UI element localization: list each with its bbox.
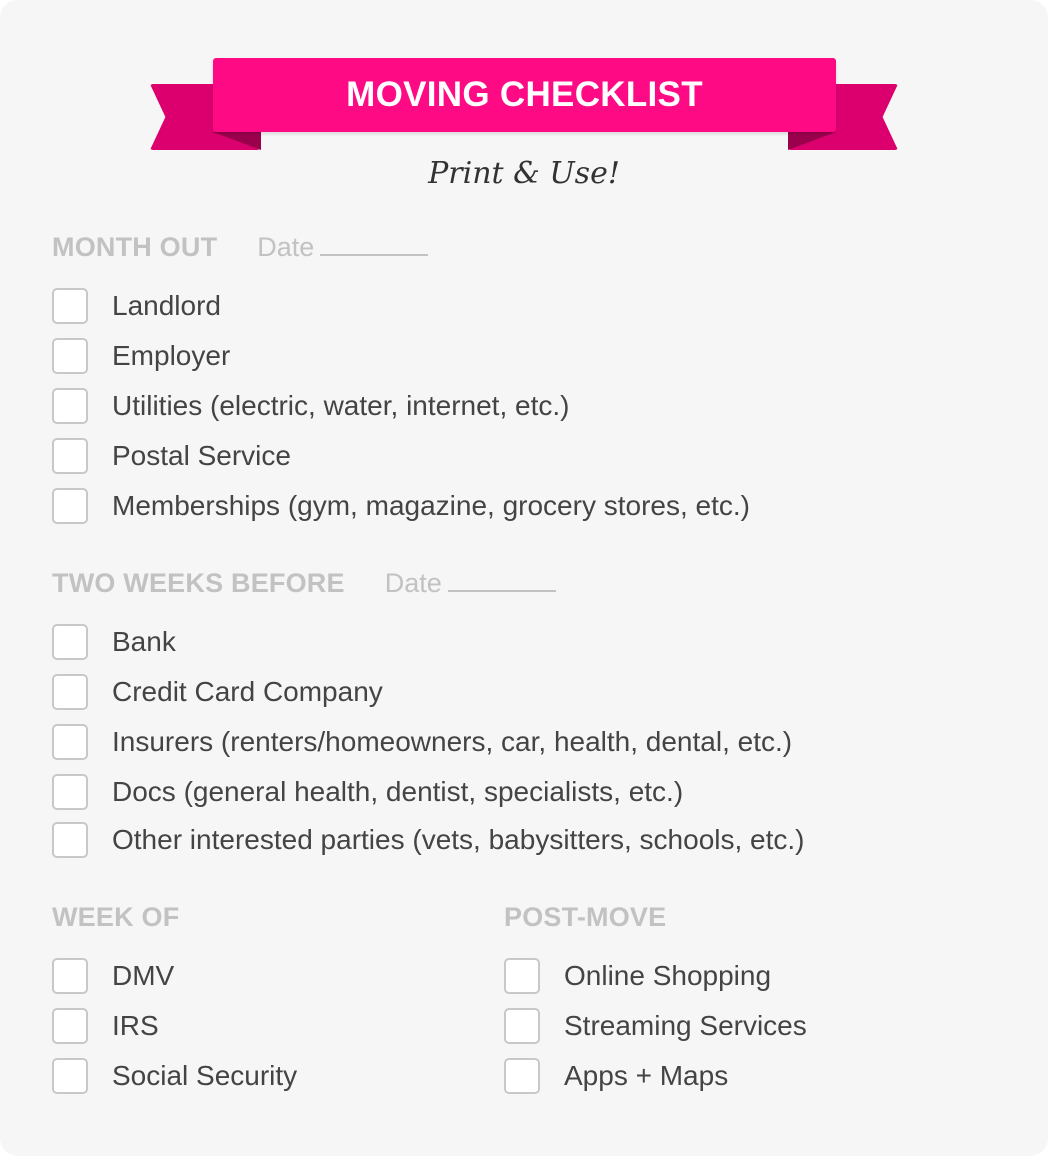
checkbox[interactable]	[52, 822, 88, 858]
section-header-post-move	[504, 902, 666, 933]
checklist-item-label: DMV	[112, 960, 175, 991]
checklist-item-label: Memberships (gym, magazine, grocery stores, etc.)	[112, 490, 750, 521]
checkbox[interactable]	[52, 624, 88, 660]
checklist-item[interactable]	[52, 772, 683, 812]
section-header-week-of	[52, 902, 179, 933]
checkbox[interactable]	[52, 1008, 88, 1044]
checkbox[interactable]	[504, 958, 540, 994]
date-label: Date	[257, 232, 315, 262]
checklist-item[interactable]	[52, 386, 569, 426]
section-header-two-weeks	[52, 568, 556, 599]
checkbox[interactable]	[52, 388, 88, 424]
checklist-item[interactable]	[504, 1006, 807, 1046]
checklist-item[interactable]	[52, 672, 383, 712]
checkbox[interactable]	[52, 958, 88, 994]
checklist-item-label: Bank	[112, 626, 176, 657]
date-line[interactable]	[448, 589, 556, 592]
checklist-item-label: Social Security	[112, 1060, 298, 1091]
checklist-item-label: Credit Card Company	[112, 676, 383, 707]
checklist-item-label: Docs (general health, dentist, specialists, etc.)	[112, 776, 684, 807]
checklist-item[interactable]	[52, 820, 805, 860]
checkbox[interactable]	[52, 674, 88, 710]
checkbox[interactable]	[52, 1058, 88, 1094]
checklist-item-label: Landlord	[112, 290, 221, 321]
section-title-month-out: MONTH OUT	[52, 232, 218, 262]
checklist-item-label: Utilities (electric, water, internet, etc.)	[112, 390, 570, 421]
checklist-item[interactable]	[52, 956, 174, 996]
page-title: MOVING CHECKLIST	[346, 75, 703, 114]
checklist-item-label: Online Shopping	[564, 960, 772, 991]
checklist-item[interactable]	[504, 1056, 728, 1096]
checklist-item-label: Other interested parties (vets, babysitters, schools, etc.)	[112, 824, 805, 855]
checkbox[interactable]	[52, 488, 88, 524]
checklist-item[interactable]	[504, 956, 771, 996]
title-banner	[213, 58, 836, 132]
checklist-item[interactable]	[52, 1006, 159, 1046]
checklist-item[interactable]	[52, 436, 291, 476]
checklist-item[interactable]	[52, 286, 221, 326]
checklist-item[interactable]	[52, 622, 176, 662]
section-title-post-move: POST-MOVE	[504, 902, 667, 932]
checklist-item-label: IRS	[112, 1010, 159, 1041]
checkbox[interactable]	[52, 288, 88, 324]
checkbox[interactable]	[52, 338, 88, 374]
checklist-item[interactable]	[52, 486, 750, 526]
section-title-two-weeks: TWO WEEKS BEFORE	[52, 568, 345, 598]
checklist-item[interactable]	[52, 1056, 297, 1096]
checkbox[interactable]	[52, 438, 88, 474]
checklist-item-label: Apps + Maps	[564, 1060, 729, 1091]
checkbox[interactable]	[504, 1058, 540, 1094]
checklist-item-label: Postal Service	[112, 440, 291, 471]
checklist-item[interactable]	[52, 336, 230, 376]
checklist-item-label: Streaming Services	[564, 1010, 807, 1041]
checkbox[interactable]	[52, 774, 88, 810]
checkbox[interactable]	[52, 724, 88, 760]
checklist-item-label: Insurers (renters/homeowners, car, health, dental, etc.)	[112, 726, 793, 757]
checkbox[interactable]	[504, 1008, 540, 1044]
checklist-item[interactable]	[52, 722, 792, 762]
checklist-item-label: Employer	[112, 340, 231, 371]
date-label: Date	[384, 568, 442, 598]
section-header-month-out	[52, 232, 428, 263]
section-title-week-of: WEEK OF	[52, 902, 180, 932]
page-subtitle: Print & Use!	[428, 156, 620, 191]
date-line[interactable]	[320, 253, 428, 256]
